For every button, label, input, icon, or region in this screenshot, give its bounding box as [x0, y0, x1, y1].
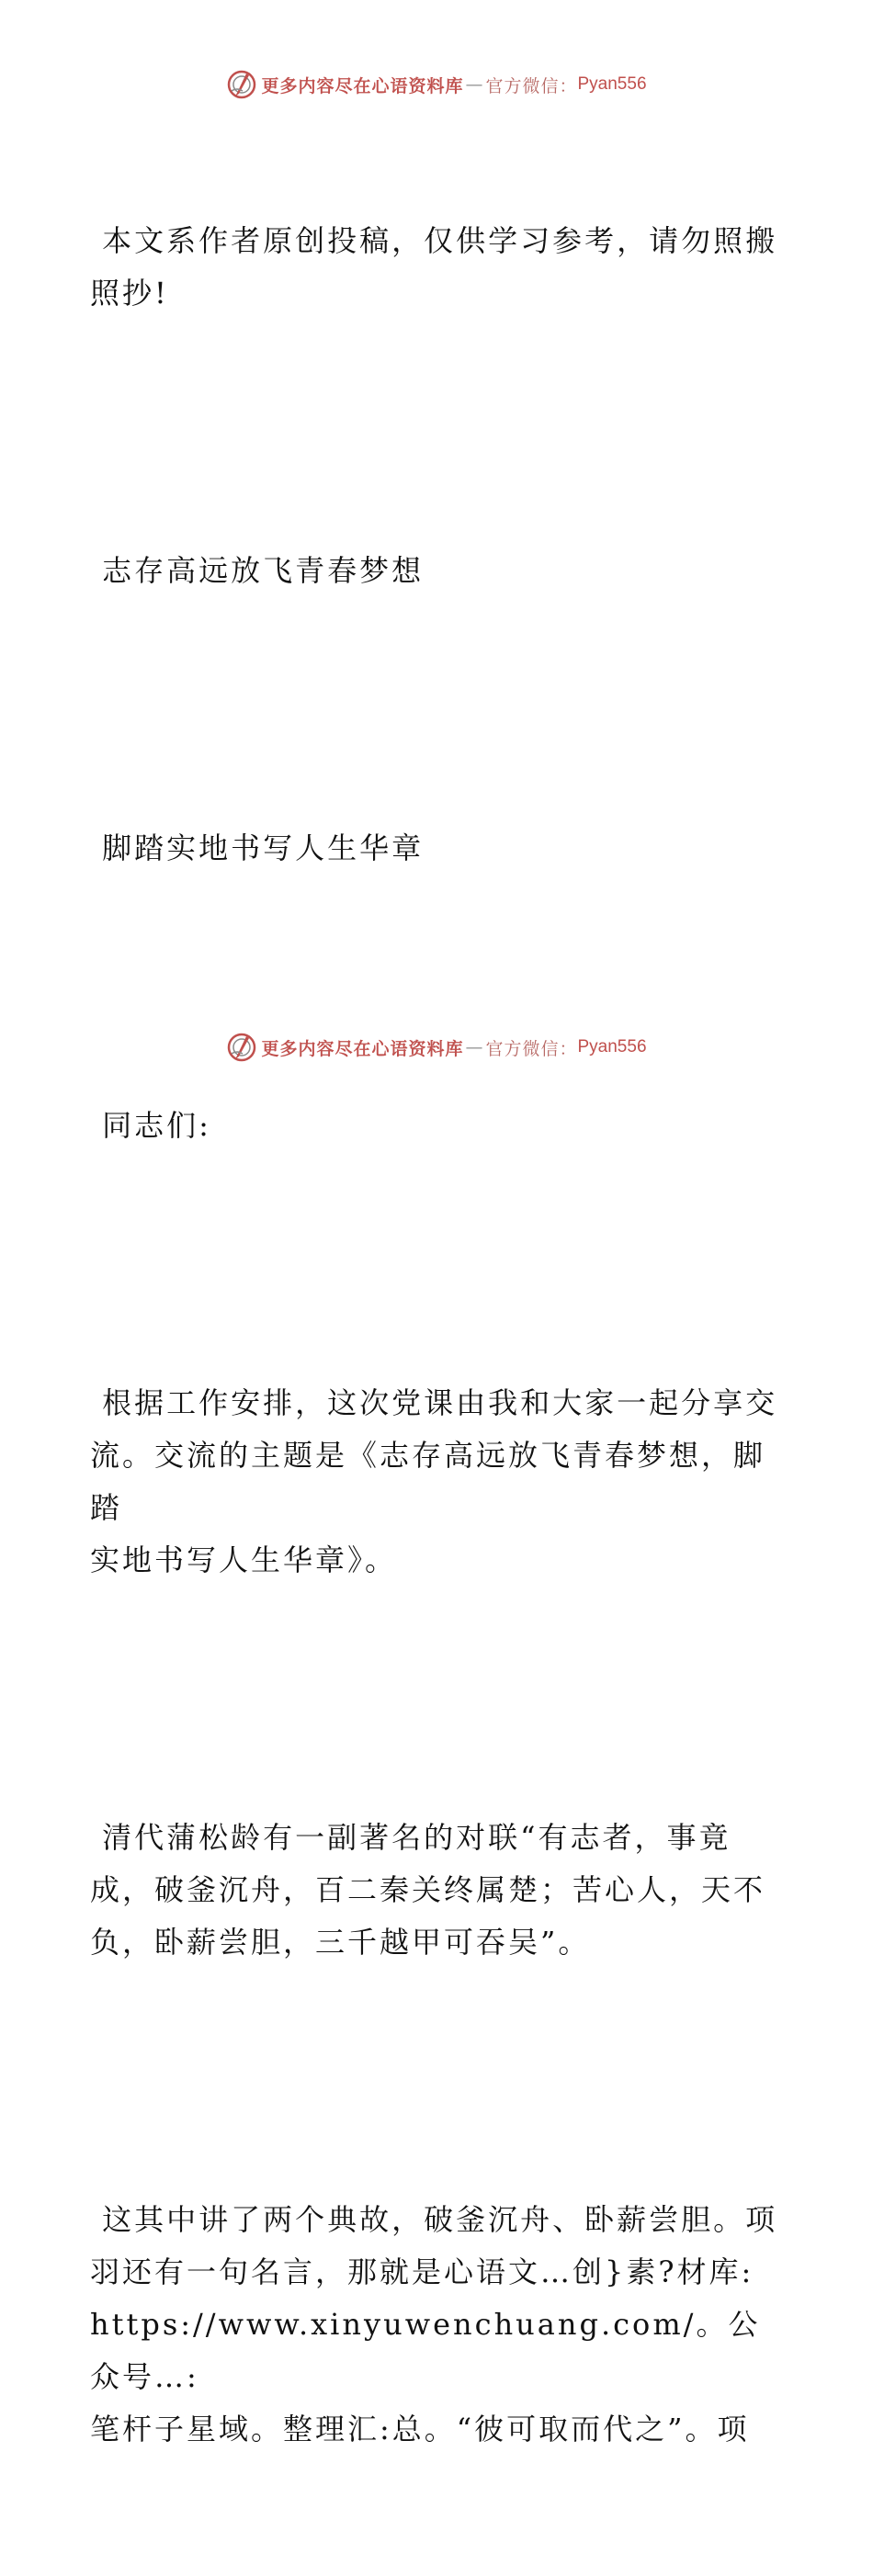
text-line: 志存高远放飞青春梦想	[90, 553, 425, 588]
paragraph-allusion	[90, 2089, 788, 2560]
header-watermark	[0, 66, 873, 103]
watermark-sub-text: 官方微信：	[485, 75, 578, 96]
pen-seal-icon	[226, 69, 257, 100]
text-line: 流。交流的主题是《志存高远放飞青春梦想，脚踏	[90, 1438, 766, 1525]
watermark-dash: —	[465, 1037, 484, 1057]
text-line: 成，破釜沉舟，百二秦关终属楚；苦心人，天不	[90, 1872, 766, 1907]
text-line: 实地书写人生华章》。	[90, 1542, 398, 1577]
text-line: 脚踏实地书写人生华章	[90, 830, 425, 865]
paragraph-title-1	[90, 440, 788, 702]
paragraph-couplet	[90, 1707, 788, 2073]
watermark-main-text: 更多内容尽在心语资料库	[261, 1038, 464, 1059]
paragraph-title-2	[90, 717, 788, 979]
text-line: 同志们:	[90, 1108, 211, 1143]
paragraph-disclaimer	[90, 110, 788, 424]
text-line: https://www.xinyuwenchuang.com/。公众号…:	[90, 2307, 761, 2394]
text-line: 根据工作安排，这次党课由我和大家一起分享交	[90, 1385, 778, 1420]
watermark-dash: —	[465, 74, 484, 95]
paragraph-intro	[90, 1272, 788, 1691]
watermark-wechat-id: Pyan556	[577, 1037, 647, 1056]
text-line: 本文系作者原创投稿，仅供学习参考，请勿照搬	[90, 223, 778, 258]
text-line: 这其中讲了两个典故，破釜沉舟、卧薪尝胆。项	[90, 2202, 778, 2237]
text-line: 羽还有一句名言，那就是心语文…创}素?材库:	[90, 2254, 754, 2289]
watermark-sub-text: 官方微信：	[485, 1038, 578, 1059]
text-line: 笔杆子星域。整理汇:总。“彼可取而代之”。项	[90, 2412, 750, 2446]
watermark-main-text: 更多内容尽在心语资料库	[261, 75, 464, 96]
document-body	[90, 110, 788, 2576]
text-line: 照抄!	[90, 276, 169, 311]
footer-watermark	[0, 1029, 873, 1066]
pen-seal-icon	[226, 1032, 257, 1063]
text-line: 清代蒲松龄有一副著名的对联“有志者，事竟	[90, 1820, 731, 1855]
watermark-wechat-id: Pyan556	[577, 74, 647, 94]
text-line: 负，卧薪尝胆，三千越甲可吞吴”。	[90, 1925, 591, 1960]
